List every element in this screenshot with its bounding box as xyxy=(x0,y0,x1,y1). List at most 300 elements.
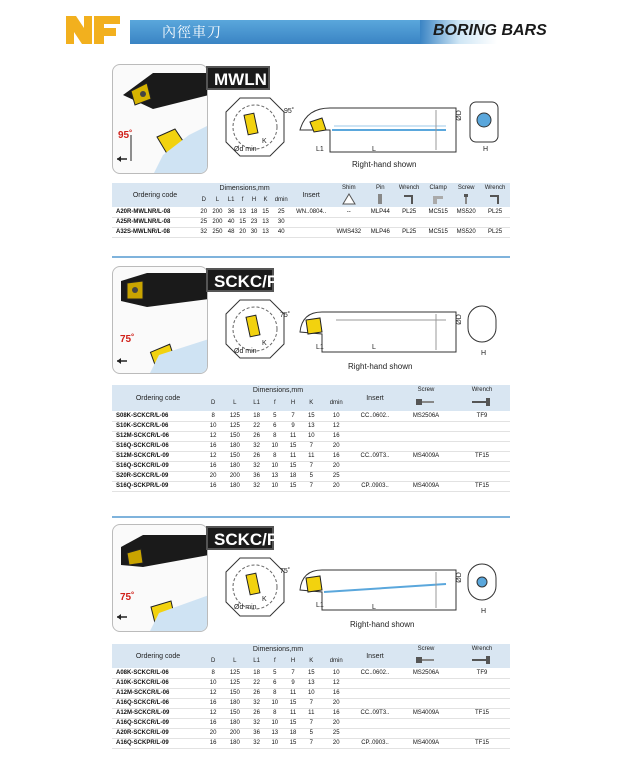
dim-value: 26 xyxy=(253,690,260,696)
dim-value: 200 xyxy=(229,473,240,479)
dim-value: 20 xyxy=(239,229,246,235)
dim-value: 10 xyxy=(307,433,315,439)
screw-icon xyxy=(452,193,480,207)
dim-value: 7 xyxy=(291,669,295,676)
dim-value: 36 xyxy=(227,208,235,215)
mwln-th-dims: Dimensions,mm xyxy=(198,183,291,193)
mwln-k: K xyxy=(262,138,267,145)
sckp2-l: L xyxy=(372,604,376,611)
dim-value: 180 xyxy=(229,463,240,469)
dim-value: 150 xyxy=(229,690,240,696)
dim-value: 10 xyxy=(271,483,279,489)
screw-code: MS2506A xyxy=(412,412,440,419)
dim-value: 20 xyxy=(209,473,217,479)
mwln-divider xyxy=(112,256,510,258)
dim-value: 25 xyxy=(332,730,340,736)
dim-value: 11 xyxy=(289,690,297,696)
ordering-code: A16Q-SCKPR/L-09 xyxy=(116,740,169,746)
accessory-code xyxy=(424,217,452,227)
dim-value: 15 xyxy=(289,443,297,449)
sckp2-photo xyxy=(112,524,208,632)
dim-value: 10 xyxy=(271,443,279,449)
table-row xyxy=(112,668,510,678)
dim-value: 8 xyxy=(273,433,277,439)
accessory-code: MLP44 xyxy=(370,208,390,215)
sckp1-divider xyxy=(112,516,510,518)
wrench-icon xyxy=(454,654,510,668)
screw-code xyxy=(398,688,454,698)
mwln-th-acc-3: Clamp xyxy=(424,183,452,193)
wrench-code xyxy=(454,718,510,728)
dim-value: 13 xyxy=(262,219,269,225)
dim-value: 25 xyxy=(332,473,340,479)
dim-value: 8 xyxy=(211,669,215,676)
dim-value: 20 xyxy=(332,463,340,469)
wrench-code: TF15 xyxy=(474,483,489,489)
wrench-code: TF15 xyxy=(474,453,489,459)
dim-value: 32 xyxy=(200,229,208,235)
dim-value: 16 xyxy=(332,690,340,696)
table-row xyxy=(112,217,510,227)
sckp2-angle: 75˚ xyxy=(120,592,135,603)
wrench-code xyxy=(454,441,510,451)
mwln-th-acc-2: Wrench xyxy=(394,183,424,193)
table-row xyxy=(112,678,510,688)
table-row xyxy=(112,207,510,217)
mwln-angle: 95˚ xyxy=(118,130,133,141)
ordering-code: S10K-SCKCR/L-06 xyxy=(116,423,169,429)
brand-logo xyxy=(64,10,122,46)
insert-code: CC..09T3.. xyxy=(360,710,390,716)
mwln-l: L xyxy=(372,146,376,153)
dim-value: 10 xyxy=(332,412,340,419)
accessory-code: -- xyxy=(346,208,351,215)
mwln-dia-angle: 95˚ xyxy=(284,108,295,115)
dim-value: 18 xyxy=(253,669,260,676)
screw-code xyxy=(398,421,454,431)
mwln-dmin: Ød min xyxy=(234,146,257,153)
accessory-code: PL25 xyxy=(488,208,503,215)
accessory-code: MC515 xyxy=(428,229,448,235)
dim-value: 20 xyxy=(332,700,340,706)
sckp1-th-col: D xyxy=(204,395,222,411)
wrench-code xyxy=(454,678,510,688)
dim-value: 18 xyxy=(289,730,297,736)
sckp1-th-dims: Dimensions,mm xyxy=(204,385,352,395)
dim-value: 10 xyxy=(271,720,279,726)
dim-value: 6 xyxy=(273,423,277,429)
wrench-icon xyxy=(480,193,510,207)
dim-value: 32 xyxy=(253,720,260,726)
mwln-th-acc-4: Screw xyxy=(452,183,480,193)
table-row xyxy=(112,738,510,748)
dim-value: 12 xyxy=(209,433,217,439)
dim-value: 200 xyxy=(212,208,223,215)
dim-value: 32 xyxy=(253,483,260,489)
ordering-code: A16Q-SCKCR/L-06 xyxy=(116,700,170,706)
sckp1-th-col: L xyxy=(222,395,247,411)
dim-value: 18 xyxy=(250,208,258,215)
table-row xyxy=(112,451,510,461)
dim-value: 23 xyxy=(250,219,258,225)
mwln-th-acc-0: Shim xyxy=(331,183,366,193)
dim-value: 180 xyxy=(229,443,240,449)
dim-value: 40 xyxy=(277,229,285,235)
dim-value: 30 xyxy=(250,229,258,235)
dim-value: 26 xyxy=(253,433,260,439)
dim-value: 10 xyxy=(332,669,340,676)
screw-code: MS4009A xyxy=(412,453,440,459)
ordering-code: S12M-SCKCR/L-06 xyxy=(116,433,170,439)
dim-value: 11 xyxy=(308,710,315,716)
wrench-code xyxy=(454,698,510,708)
sckp2-th-col: H xyxy=(284,654,302,668)
dim-value: 20 xyxy=(200,208,208,215)
ordering-code: S20R-SCKCR/L-09 xyxy=(116,473,169,479)
table-row xyxy=(112,708,510,718)
dim-value: 32 xyxy=(253,740,260,746)
mwln-th-col: f xyxy=(237,193,248,207)
sckp1-th-wrench: Wrench xyxy=(454,385,510,395)
sckp1-k: K xyxy=(262,340,267,347)
accessory-code: PL25 xyxy=(488,229,503,235)
ordering-code: A20R-SCKCR/L-09 xyxy=(116,730,169,736)
dim-value: 7 xyxy=(309,720,313,726)
insert-code: WN..0804.. xyxy=(296,208,327,215)
mwln-th-col: dmin xyxy=(271,193,291,207)
dim-value: 125 xyxy=(229,669,240,676)
sckp2-title: SCKC/P xyxy=(206,526,274,550)
mwln-rh: Right-hand shown xyxy=(352,160,417,169)
insert-code xyxy=(352,718,398,728)
dim-value: 11 xyxy=(289,453,297,459)
sckp2-l1: L1 xyxy=(316,602,324,609)
insert-code: CP..0903.. xyxy=(361,483,389,489)
dim-value: 5 xyxy=(309,473,313,479)
dim-value: 180 xyxy=(229,720,240,726)
insert-code xyxy=(352,471,398,481)
dim-value: 26 xyxy=(253,453,260,459)
dim-value: 7 xyxy=(309,443,313,449)
sckp2-th-dims: Dimensions,mm xyxy=(204,644,352,654)
ordering-code: S16Q-SCKPR/L-09 xyxy=(116,483,169,489)
sckp1-th-col: H xyxy=(284,395,302,411)
sckp2-k: K xyxy=(262,596,267,603)
wrench-code xyxy=(454,461,510,471)
wrench-code: TF9 xyxy=(476,669,488,676)
insert-code: CP..0903.. xyxy=(361,740,389,746)
screw-code: MS4009A xyxy=(412,710,440,716)
dim-value: 150 xyxy=(229,433,240,439)
sckp2-th-insert: Insert xyxy=(352,644,398,668)
sckp1-angle: 75˚ xyxy=(120,334,135,345)
dim-value: 20 xyxy=(332,720,340,726)
mwln-th-col: L xyxy=(209,193,225,207)
sckp2-th-col: L1 xyxy=(247,654,265,668)
sckp2-th-col: L xyxy=(222,654,247,668)
dim-value: 250 xyxy=(212,229,223,235)
accessory-code xyxy=(394,217,424,227)
dim-value: 12 xyxy=(209,690,217,696)
mwln-th-col: D xyxy=(198,193,209,207)
dim-value: 16 xyxy=(209,463,217,469)
accessory-code: MS520 xyxy=(456,208,476,215)
mwln-table xyxy=(112,183,510,238)
insert-code: CC..0602.. xyxy=(360,412,390,419)
accessory-code xyxy=(480,217,510,227)
mwln-th-col: L1 xyxy=(225,193,236,207)
table-row xyxy=(112,411,510,421)
dim-value: 8 xyxy=(273,453,277,459)
table-row xyxy=(112,421,510,431)
table-row xyxy=(112,698,510,708)
dim-value: 11 xyxy=(308,453,315,459)
sckp1-h: H xyxy=(481,350,487,357)
sckp2-th-col: D xyxy=(204,654,222,668)
mwln-title: MWLN xyxy=(206,66,270,90)
pin-icon xyxy=(366,193,394,207)
screw-code: MS2506A xyxy=(412,669,440,676)
accessory-code xyxy=(366,217,394,227)
dim-value: 7 xyxy=(291,412,295,419)
dim-value: 8 xyxy=(273,690,277,696)
dim-value: 15 xyxy=(289,700,297,706)
table-row xyxy=(112,461,510,471)
dim-value: 12 xyxy=(209,710,217,716)
sckp1-title: SCKC/P xyxy=(206,268,274,292)
dim-value: 12 xyxy=(209,453,217,459)
insert-code xyxy=(352,461,398,471)
mwln-th-insert: Insert xyxy=(291,183,331,207)
dim-value: 200 xyxy=(229,730,240,736)
mwln-th-acc-1: Pin xyxy=(366,183,394,193)
dim-value: 12 xyxy=(332,423,340,429)
dim-value: 8 xyxy=(211,412,215,419)
screw-code xyxy=(398,698,454,708)
table-row xyxy=(112,728,510,738)
sckp2-dia-angle: 75˚ xyxy=(280,568,291,575)
screw-code xyxy=(398,461,454,471)
dim-value: 20 xyxy=(332,740,340,746)
sckp1-th-screw: Screw xyxy=(398,385,454,395)
dim-value: 7 xyxy=(309,463,313,469)
wrench-code: TF9 xyxy=(476,412,488,419)
dim-value: 15 xyxy=(289,740,297,746)
wrench-code: TF15 xyxy=(474,710,489,716)
dim-value: 15 xyxy=(307,669,315,676)
sckp2-th-wrench: Wrench xyxy=(454,644,510,654)
dim-value: 25 xyxy=(200,219,208,225)
ordering-code: S16Q-SCKCR/L-09 xyxy=(116,463,169,469)
accessory-code: PL25 xyxy=(402,208,417,215)
sckp1-th-col: L1 xyxy=(247,395,265,411)
dim-value: 16 xyxy=(332,453,340,459)
sckp2-th-col: K xyxy=(302,654,320,668)
wrench-code xyxy=(454,728,510,738)
table-row xyxy=(112,481,510,491)
dim-value: 11 xyxy=(289,710,297,716)
mwln-th-ordering: Ordering code xyxy=(112,183,198,207)
dim-value: 6 xyxy=(273,680,277,686)
dim-value: 40 xyxy=(227,219,235,225)
ordering-code: A12M-SCKCR/L-06 xyxy=(116,690,170,696)
sckp2-th-ordering: Ordering code xyxy=(112,644,204,668)
dim-value: 20 xyxy=(332,443,340,449)
dim-value: 125 xyxy=(229,423,240,429)
screw-code xyxy=(398,431,454,441)
dim-value: 5 xyxy=(273,669,277,676)
sckp1-table xyxy=(112,385,510,492)
dim-value: 22 xyxy=(253,423,260,429)
dim-value: 9 xyxy=(291,680,295,686)
dim-value: 10 xyxy=(209,423,217,429)
insert-code xyxy=(352,441,398,451)
sckp1-dia-angle: 75˚ xyxy=(280,312,291,319)
sckp1-photo xyxy=(112,266,208,374)
ordering-code: A10K-SCKCR/L-06 xyxy=(116,680,169,686)
mwln-th-col: K xyxy=(260,193,271,207)
dim-value: 16 xyxy=(209,483,217,489)
insert-code xyxy=(352,688,398,698)
sckp2-rh: Right-hand shown xyxy=(350,620,415,629)
mwln-th-col: H xyxy=(248,193,259,207)
dim-value: 25 xyxy=(277,208,285,215)
sckp2-h: H xyxy=(481,608,487,615)
sckp1-l1: L1 xyxy=(316,344,324,351)
dim-value: 15 xyxy=(289,463,297,469)
screw-code: MS4009A xyxy=(412,483,440,489)
dim-value: 32 xyxy=(253,700,260,706)
dim-value: 22 xyxy=(253,680,260,686)
ordering-code: A08K-SCKCR/L-06 xyxy=(116,669,169,676)
dim-value: 32 xyxy=(253,443,260,449)
dim-value: 13 xyxy=(307,680,315,686)
insert-code: CC..0602.. xyxy=(360,669,390,676)
table-row xyxy=(112,227,510,237)
dim-value: 13 xyxy=(262,229,269,235)
accessory-code xyxy=(452,217,480,227)
screw-code xyxy=(398,678,454,688)
wrench-code: TF15 xyxy=(474,740,489,746)
ordering-code: S16Q-SCKCR/L-06 xyxy=(116,443,169,449)
dim-value: 13 xyxy=(271,730,279,736)
dim-value: 7 xyxy=(309,483,313,489)
dim-value: 15 xyxy=(239,219,246,225)
sckp1-th-ordering: Ordering code xyxy=(112,385,204,411)
dim-value: 180 xyxy=(229,740,240,746)
sckp1-head-view xyxy=(466,304,498,344)
ordering-code: A32S-MWLNR/L-08 xyxy=(116,229,171,235)
dim-value: 20 xyxy=(209,730,217,736)
dim-value: 36 xyxy=(253,730,260,736)
table-row xyxy=(112,718,510,728)
screw-code xyxy=(398,718,454,728)
accessory-code: PL25 xyxy=(402,229,417,235)
dim-value: 10 xyxy=(209,680,217,686)
dim-value: 20 xyxy=(332,483,340,489)
dim-value: 32 xyxy=(253,463,260,469)
wrench-code xyxy=(454,431,510,441)
dim-value: 125 xyxy=(229,412,240,419)
dim-value: 8 xyxy=(273,710,277,716)
wrench-code xyxy=(454,688,510,698)
dim-value: 36 xyxy=(253,473,260,479)
dim-value: 5 xyxy=(273,412,277,419)
sckp1-dmin: Ød min xyxy=(234,348,257,355)
mwln-head-view xyxy=(468,100,500,144)
sckp1-th-insert: Insert xyxy=(352,385,398,411)
ordering-code: A25R-MWLNR/L-08 xyxy=(116,219,171,225)
sckp2-th-col: dmin xyxy=(320,654,352,668)
ordering-code: S12M-SCKCR/L-09 xyxy=(116,453,170,459)
header-title-en: BORING BARS xyxy=(433,22,547,39)
mwln-photo xyxy=(112,64,208,174)
accessory-code: MC515 xyxy=(428,208,448,215)
sckp2-head-view xyxy=(466,562,498,602)
mwln-d: ØD xyxy=(455,110,463,121)
dim-value: 16 xyxy=(209,740,217,746)
insert-code xyxy=(291,227,331,237)
dim-value: 12 xyxy=(332,680,340,686)
screw-code xyxy=(398,471,454,481)
dim-value: 15 xyxy=(262,208,269,215)
insert-code: CC..09T3.. xyxy=(360,453,390,459)
ordering-code: A20R-MWLNR/L-08 xyxy=(116,208,171,215)
dim-value: 13 xyxy=(239,208,246,215)
dim-value: 10 xyxy=(307,690,315,696)
dim-value: 16 xyxy=(209,720,217,726)
dim-value: 26 xyxy=(253,710,260,716)
insert-code xyxy=(352,678,398,688)
insert-code xyxy=(352,728,398,738)
dim-value: 15 xyxy=(289,483,297,489)
dim-value: 10 xyxy=(271,740,279,746)
dim-value: 200 xyxy=(212,219,223,225)
screw-code xyxy=(398,441,454,451)
dim-value: 13 xyxy=(271,473,279,479)
insert-code xyxy=(352,698,398,708)
accessory-code xyxy=(331,217,366,227)
shim-icon xyxy=(331,193,366,207)
accessory-code: MS520 xyxy=(456,229,476,235)
dim-value: 7 xyxy=(309,740,313,746)
dim-value: 18 xyxy=(253,412,260,419)
ordering-code: A12M-SCKCR/L-09 xyxy=(116,710,170,716)
dim-value: 180 xyxy=(229,483,240,489)
screw-code: MS4009A xyxy=(412,740,440,746)
dim-value: 150 xyxy=(229,710,240,716)
dim-value: 9 xyxy=(291,423,295,429)
screw-icon xyxy=(398,654,454,668)
mwln-th-acc-5: Wrench xyxy=(480,183,510,193)
wrench-code xyxy=(454,471,510,481)
dim-value: 18 xyxy=(289,473,297,479)
screw-icon xyxy=(398,395,454,411)
table-row xyxy=(112,688,510,698)
sckp1-rh: Right-hand shown xyxy=(348,362,413,371)
mwln-h: H xyxy=(483,146,489,153)
dim-value: 5 xyxy=(309,730,313,736)
insert-code xyxy=(352,421,398,431)
dim-value: 7 xyxy=(309,700,313,706)
header-title-cn: 內徑車刀 xyxy=(162,24,222,40)
sckp2-th-col: f xyxy=(266,654,284,668)
sckp1-th-col: K xyxy=(302,395,320,411)
sckp2-table xyxy=(112,644,510,749)
dim-value: 16 xyxy=(332,710,340,716)
dim-value: 30 xyxy=(277,219,285,225)
dim-value: 180 xyxy=(229,700,240,706)
